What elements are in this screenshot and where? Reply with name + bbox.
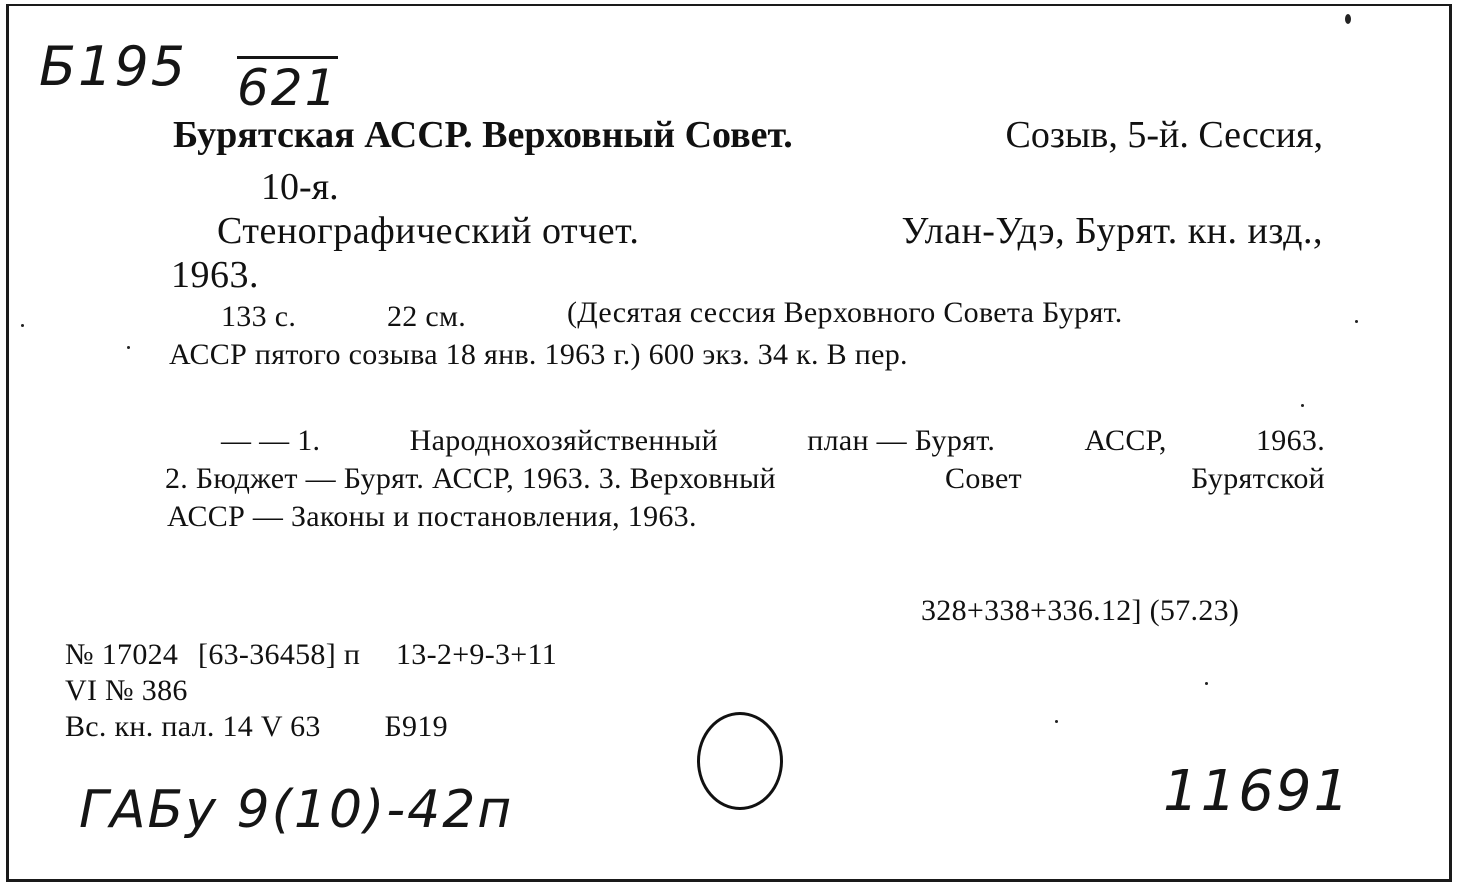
subject-word: план — Бурят.	[807, 424, 996, 457]
scan-speck	[1345, 14, 1351, 24]
subject-word: Совет	[945, 462, 1022, 495]
imprint-text: Улан-Удэ, Бурят. кн. изд.,	[901, 210, 1323, 252]
pages-count: 133 с.	[221, 300, 297, 333]
size-cm: 22 см.	[387, 300, 467, 333]
catalog-card	[6, 4, 1452, 882]
subject-word: 1963.	[1256, 424, 1325, 457]
title-text: Стенографический отчет.	[217, 210, 640, 252]
handwritten-shelf-fraction: 621	[237, 56, 338, 113]
card-heading-line1	[173, 116, 1323, 154]
handwritten-shelf-mark: Б195	[39, 35, 188, 98]
series-note-line2: АССР пятого созыва 18 янв. 1963 г.) 600 экз. 34 к. В пер.	[169, 338, 908, 371]
subjects-line3: АССР — Законы и постановления, 1963.	[167, 500, 697, 533]
punch-hole-circle	[697, 712, 783, 810]
book-chamber-date: Вс. кн. пал. 14 V 63	[65, 710, 321, 743]
handwritten-location-code: ГАБу 9(10)-42п	[79, 780, 514, 840]
heading-session: 10-я.	[261, 166, 339, 208]
subjects-line1	[221, 426, 1325, 456]
subject-word: 2. Бюджет — Бурят. АССР, 1963. 3. Верховный	[165, 462, 776, 495]
scan-speck	[1055, 720, 1058, 723]
registry-code: [63-36458] п	[198, 638, 361, 671]
subject-word: Народнохозяйственный	[409, 424, 718, 457]
registry-number: № 17024	[65, 638, 179, 671]
scan-speck	[1205, 682, 1208, 685]
series-note-line1: (Десятая сессия Верховного Совета Бурят.	[567, 296, 1123, 329]
title-line	[217, 212, 1323, 250]
classification-index: 328+338+336.12] (57.23)	[921, 594, 1240, 627]
heading-convocation: Созыв, 5-й. Сессия,	[1005, 114, 1323, 156]
subject-word: АССР,	[1084, 424, 1167, 457]
registry-formula: 13-2+9-3+11	[396, 638, 558, 671]
registry-line3	[65, 712, 448, 742]
subject-word: Бурятской	[1191, 462, 1325, 495]
book-chamber-code: Б919	[384, 710, 448, 743]
scan-speck	[127, 346, 130, 349]
registry-line2: VI № 386	[65, 674, 188, 707]
registry-line1	[65, 640, 557, 670]
subjects-line2	[165, 464, 1325, 494]
publication-year: 1963.	[171, 254, 259, 296]
subjects-lead: — — 1.	[221, 424, 321, 457]
scan-speck	[1355, 320, 1358, 323]
heading-author: Бурятская АССР. Верховный Совет.	[173, 114, 793, 156]
scan-speck	[1301, 404, 1304, 407]
handwritten-inventory-number: 11691	[1163, 759, 1352, 824]
scan-speck	[21, 324, 24, 327]
